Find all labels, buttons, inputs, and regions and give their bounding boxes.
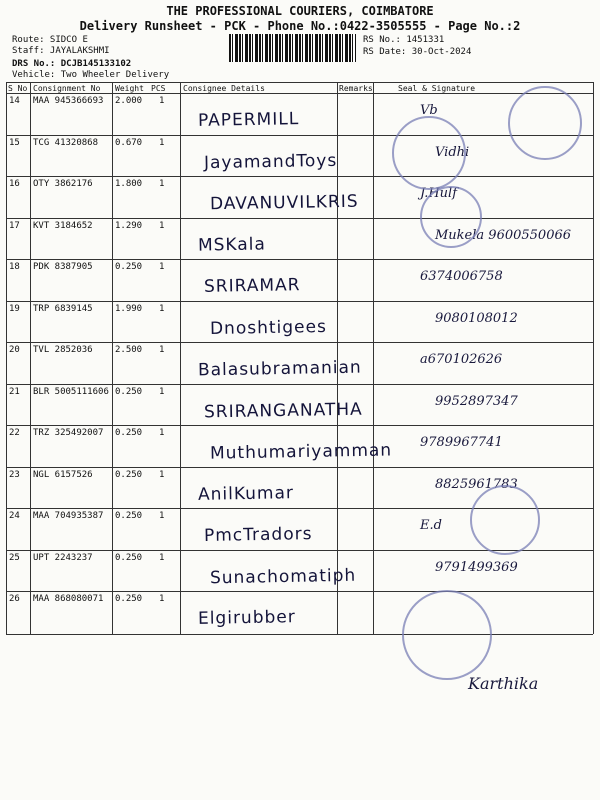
row-divider <box>6 425 593 426</box>
row-signature: 9789967741 <box>420 435 503 450</box>
rs-number: RS No.: 1451331 <box>363 35 445 45</box>
row-pcs: 1 <box>159 303 165 314</box>
row-divider <box>6 301 593 302</box>
row-pcs: 1 <box>159 345 165 355</box>
row-weight: 1.290 <box>115 220 143 231</box>
row-consignment-no: MAA 945366693 <box>33 96 104 106</box>
row-sno: 20 <box>9 345 20 355</box>
row-consignee-handwritten: Sunachomatiph <box>209 565 357 588</box>
row-consignment-no: UPT 2243237 <box>33 552 93 563</box>
col-header-sno: S No <box>8 84 28 93</box>
barcode <box>229 34 356 62</box>
seal-stamp <box>508 86 582 160</box>
row-consignment-no: TRZ 325492007 <box>33 428 104 438</box>
row-consignment-no: PDK 8387905 <box>33 262 93 272</box>
row-weight: 1.800 <box>115 179 143 189</box>
col-header-seal-signature: Seal & Signature <box>398 84 476 93</box>
row-pcs: 1 <box>159 594 165 604</box>
row-sno: 25 <box>9 552 20 563</box>
row-sno: 14 <box>9 96 20 106</box>
col-header-consignee: Consignee Details <box>183 84 265 93</box>
footer-signature: Karthika <box>468 674 539 693</box>
row-consignee-handwritten: SRIRAMAR <box>203 275 301 297</box>
row-consignment-no: BLR 5005111606 <box>33 386 109 397</box>
staff-label: Staff: JAYALAKSHMI <box>12 46 110 56</box>
row-signature: J.Hulf <box>420 186 458 201</box>
row-signature: Vidhi <box>435 144 470 160</box>
row-signature: 9952897347 <box>435 393 518 409</box>
runsheet-subtitle: Delivery Runsheet - PCK - Phone No.:0422-3505555 - Page No.:2 <box>79 19 521 33</box>
row-weight: 0.250 <box>115 386 143 397</box>
col-header-consignment: Consignment No <box>33 84 101 93</box>
row-consignee-handwritten: PmcTradors <box>203 524 313 546</box>
row-consignee-handwritten: JayamandToys <box>203 150 338 173</box>
row-pcs: 1 <box>159 220 165 231</box>
seal-stamp <box>470 485 540 555</box>
row-pcs: 1 <box>159 428 165 438</box>
row-divider <box>6 176 593 177</box>
row-sno: 23 <box>9 469 20 480</box>
row-weight: 0.250 <box>115 428 143 438</box>
row-pcs: 1 <box>159 511 165 521</box>
row-pcs: 1 <box>159 96 165 106</box>
row-weight: 2.500 <box>115 345 143 355</box>
row-pcs: 1 <box>159 137 165 148</box>
row-divider <box>6 218 593 219</box>
row-signature: E.d <box>420 518 442 533</box>
row-sno: 19 <box>9 303 20 314</box>
row-weight: 0.670 <box>115 137 143 148</box>
row-divider <box>6 135 593 136</box>
row-sno: 21 <box>9 386 20 397</box>
seal-stamp <box>420 186 482 248</box>
col-header-remarks: Remarks <box>339 84 373 93</box>
row-consignee-handwritten: MSKala <box>197 233 267 256</box>
drs-label: DRS No.: DCJB145133102 <box>12 59 132 69</box>
row-consignment-no: TCG 41320868 <box>33 137 99 148</box>
row-consignee-handwritten: SRIRANGANATHA <box>203 399 363 422</box>
row-sno: 18 <box>9 262 20 272</box>
row-signature: a670102626 <box>420 352 503 367</box>
row-weight: 0.250 <box>115 552 143 563</box>
row-sno: 22 <box>9 428 20 438</box>
row-weight: 1.990 <box>115 303 143 314</box>
seal-stamp <box>402 590 492 680</box>
row-consignment-no: MAA 704935387 <box>33 511 104 521</box>
row-consignee-handwritten: Balasubramanian <box>197 357 362 381</box>
row-pcs: 1 <box>159 552 165 563</box>
row-consignee-handwritten: Dnoshtigees <box>209 316 328 339</box>
row-pcs: 1 <box>159 179 165 189</box>
row-signature: Vb <box>420 103 438 118</box>
row-consignment-no: NGL 6157526 <box>33 469 93 480</box>
row-sno: 16 <box>9 179 20 189</box>
row-consignee-handwritten: Muthumariyamman <box>209 440 393 464</box>
row-signature: 9080108012 <box>435 310 518 326</box>
row-pcs: 1 <box>159 386 165 397</box>
row-consignee-handwritten: Elgirubber <box>197 607 296 629</box>
row-divider <box>6 591 593 592</box>
col-header-pcs: PCS <box>151 84 166 93</box>
row-consignment-no: OTY 3862176 <box>33 179 93 189</box>
row-divider <box>6 259 593 260</box>
row-signature: 8825961783 <box>435 476 518 492</box>
row-sno: 26 <box>9 594 20 604</box>
row-consignment-no: TRP 6839145 <box>33 303 93 314</box>
row-weight: 2.000 <box>115 96 143 106</box>
seal-stamp <box>392 116 466 190</box>
row-divider <box>6 342 593 343</box>
row-consignee-handwritten: PAPERMILL <box>197 109 300 131</box>
vehicle-label: Vehicle: Two Wheeler Delivery <box>12 70 170 80</box>
route-label: Route: SIDCO E <box>12 35 88 45</box>
row-consignment-no: TVL 2852036 <box>33 345 93 355</box>
row-weight: 0.250 <box>115 594 143 604</box>
row-consignee-handwritten: DAVANUVILKRIS <box>209 191 359 215</box>
row-signature: Mukela 9600550066 <box>435 227 572 243</box>
row-signature: 6374006758 <box>420 269 503 284</box>
row-sno: 15 <box>9 137 20 148</box>
row-consignment-no: MAA 868080071 <box>33 594 104 604</box>
row-weight: 0.250 <box>115 511 143 521</box>
row-weight: 0.250 <box>115 469 143 480</box>
row-consignment-no: KVT 3184652 <box>33 220 93 231</box>
row-pcs: 1 <box>159 469 165 480</box>
row-sno: 17 <box>9 220 20 231</box>
row-weight: 0.250 <box>115 262 143 272</box>
rs-date: RS Date: 30-Oct-2024 <box>363 47 472 57</box>
row-pcs: 1 <box>159 262 165 272</box>
col-header-weight: Weight <box>115 84 144 93</box>
row-divider <box>6 384 593 385</box>
row-consignee-handwritten: AnilKumar <box>197 482 295 505</box>
row-signature: 9791499369 <box>435 559 518 575</box>
row-sno: 24 <box>9 511 20 521</box>
row-divider <box>6 467 593 468</box>
company-title: THE PROFESSIONAL COURIERS, COIMBATORE <box>166 4 434 18</box>
